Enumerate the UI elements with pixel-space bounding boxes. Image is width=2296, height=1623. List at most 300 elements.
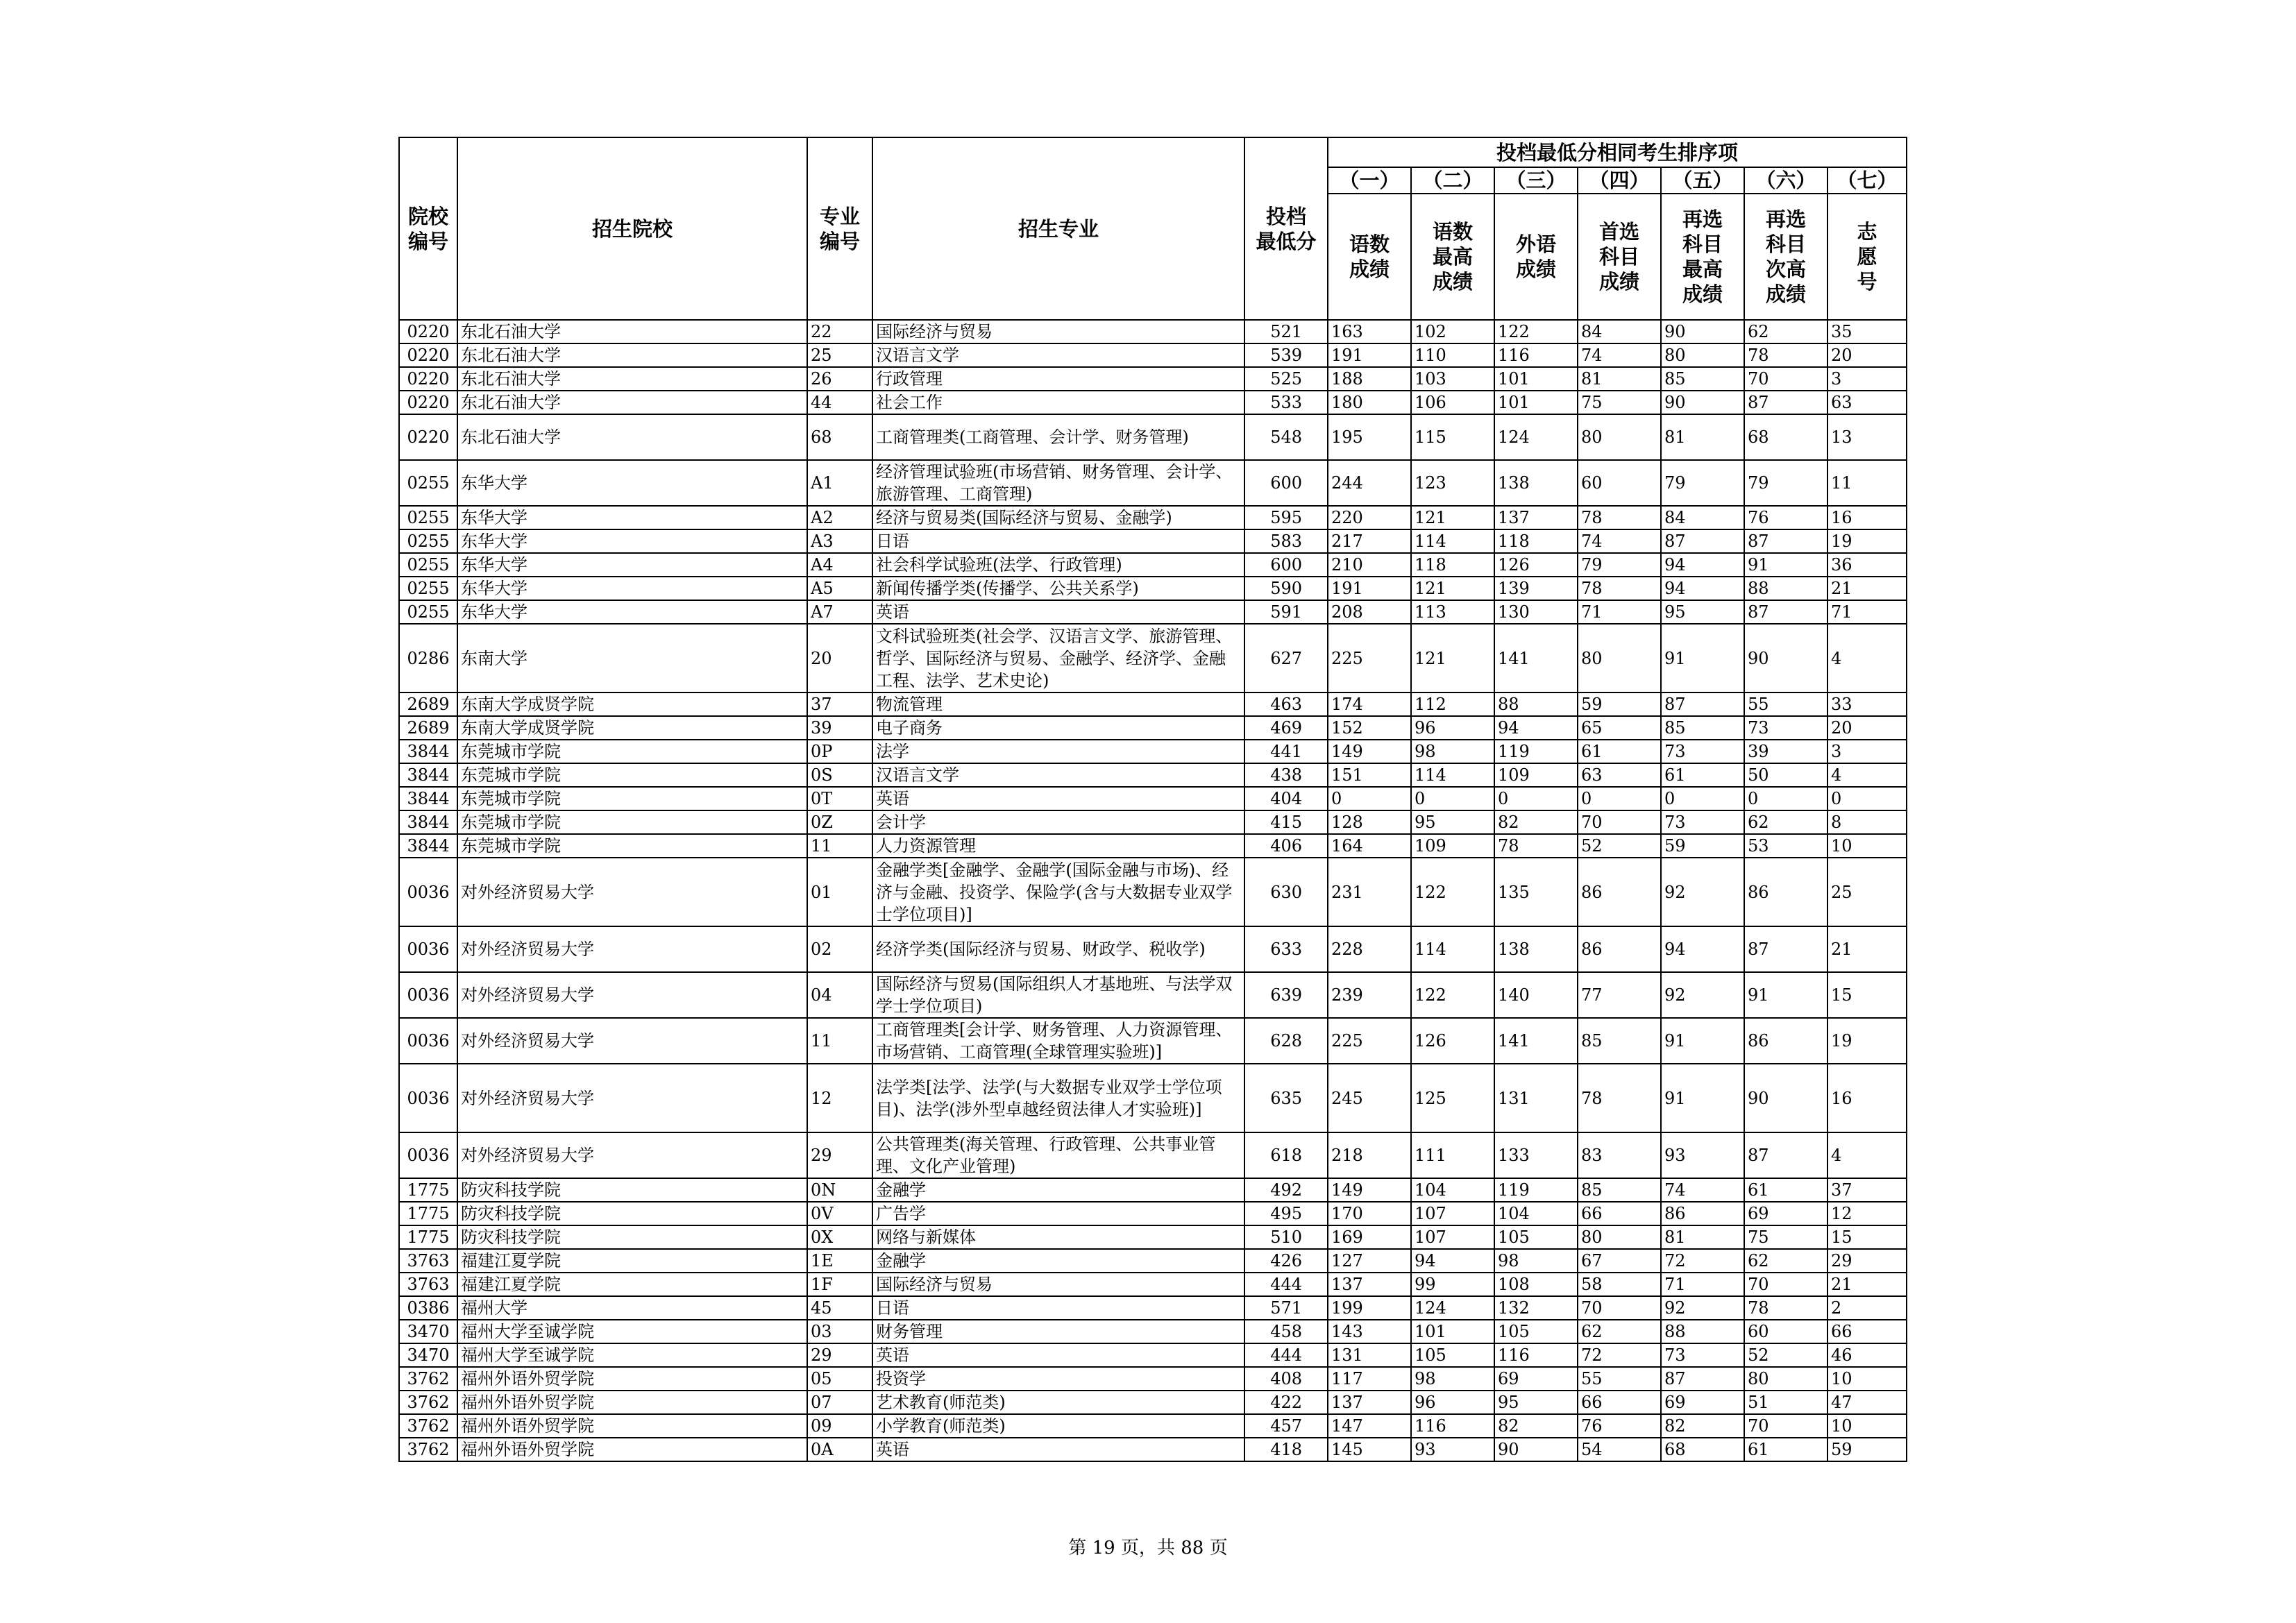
cell-major-code: 0S <box>807 763 872 787</box>
table-row <box>399 1202 1907 1225</box>
cell-tie-value: 121 <box>1411 577 1494 600</box>
cell-school-code: 0036 <box>399 1064 457 1132</box>
cell-major: 社会工作 <box>872 391 1244 414</box>
cell-tie-value: 79 <box>1661 460 1744 506</box>
cell-major-code: 12 <box>807 1064 872 1132</box>
cell-tie-value: 70 <box>1744 1273 1827 1296</box>
cell-major: 投资学 <box>872 1367 1244 1391</box>
cell-tie-value: 84 <box>1661 506 1744 529</box>
table-row <box>399 506 1907 529</box>
cell-school: 东华大学 <box>457 600 807 624</box>
cell-tie-value: 19 <box>1827 1018 1907 1064</box>
cell-tie-value: 78 <box>1744 1296 1827 1320</box>
cell-school: 防灾科技学院 <box>457 1225 807 1249</box>
cell-tie-value: 74 <box>1661 1178 1744 1202</box>
cell-tie-value: 199 <box>1328 1296 1411 1320</box>
cell-tie-value: 25 <box>1827 858 1907 926</box>
cell-major-code: 0N <box>807 1178 872 1202</box>
cell-school: 对外经济贸易大学 <box>457 972 807 1018</box>
table-row <box>399 529 1907 553</box>
cell-min-score: 627 <box>1244 624 1328 692</box>
cell-school-code: 3762 <box>399 1414 457 1438</box>
cell-tie-value: 122 <box>1411 972 1494 1018</box>
cell-tie-value: 78 <box>1578 577 1661 600</box>
cell-tie-value: 122 <box>1411 858 1494 926</box>
cell-tie-value: 191 <box>1328 577 1411 600</box>
table-row <box>399 926 1907 972</box>
cell-tie-value: 95 <box>1494 1391 1578 1414</box>
cell-school: 防灾科技学院 <box>457 1202 807 1225</box>
cell-major: 人力资源管理 <box>872 834 1244 858</box>
cell-min-score: 595 <box>1244 506 1328 529</box>
cell-tie-value: 78 <box>1494 834 1578 858</box>
cell-min-score: 525 <box>1244 367 1328 391</box>
cell-school: 福州大学至诚学院 <box>457 1320 807 1343</box>
cell-tie-value: 80 <box>1661 343 1744 367</box>
cell-tie-value: 90 <box>1494 1438 1578 1461</box>
cell-tie-value: 115 <box>1411 414 1494 460</box>
cell-tie-value: 137 <box>1328 1391 1411 1414</box>
cell-major-code: 04 <box>807 972 872 1018</box>
cell-min-score: 422 <box>1244 1391 1328 1414</box>
cell-school: 福州外语外贸学院 <box>457 1438 807 1461</box>
cell-major: 艺术教育(师范类) <box>872 1391 1244 1414</box>
cell-major-code: 11 <box>807 834 872 858</box>
cell-school: 东莞城市学院 <box>457 787 807 810</box>
cell-tie-value: 210 <box>1328 553 1411 577</box>
cell-major-code: 45 <box>807 1296 872 1320</box>
cell-major: 行政管理 <box>872 367 1244 391</box>
cell-school-code: 0220 <box>399 367 457 391</box>
cell-tie-value: 87 <box>1744 600 1827 624</box>
table-row <box>399 1414 1907 1438</box>
cell-school: 对外经济贸易大学 <box>457 926 807 972</box>
cell-school: 东南大学 <box>457 624 807 692</box>
table-row <box>399 367 1907 391</box>
cell-major: 国际经济与贸易 <box>872 1273 1244 1296</box>
table-row <box>399 577 1907 600</box>
cell-tie-value: 0 <box>1827 787 1907 810</box>
cell-major: 金融学 <box>872 1178 1244 1202</box>
cell-school-code: 3762 <box>399 1438 457 1461</box>
header-tie-label: 志 愿 号 <box>1827 194 1907 320</box>
cell-min-score: 548 <box>1244 414 1328 460</box>
header-major: 招生专业 <box>872 137 1244 320</box>
cell-major-code: 0T <box>807 787 872 810</box>
table-row <box>399 1018 1907 1064</box>
cell-major-code: 11 <box>807 1018 872 1064</box>
cell-major-code: 25 <box>807 343 872 367</box>
cell-tie-value: 94 <box>1411 1249 1494 1273</box>
cell-tie-value: 78 <box>1744 343 1827 367</box>
cell-tie-value: 208 <box>1328 600 1411 624</box>
cell-tie-value: 71 <box>1578 600 1661 624</box>
cell-tie-value: 174 <box>1328 692 1411 716</box>
cell-tie-value: 0 <box>1578 787 1661 810</box>
cell-major-code: 37 <box>807 692 872 716</box>
cell-tie-value: 107 <box>1411 1202 1494 1225</box>
cell-tie-value: 244 <box>1328 460 1411 506</box>
cell-major: 法学 <box>872 740 1244 763</box>
cell-school: 东北石油大学 <box>457 391 807 414</box>
cell-tie-value: 39 <box>1744 740 1827 763</box>
cell-major-code: 39 <box>807 716 872 740</box>
cell-tie-value: 55 <box>1578 1367 1661 1391</box>
table-row <box>399 740 1907 763</box>
cell-school: 福建江夏学院 <box>457 1273 807 1296</box>
cell-tie-value: 245 <box>1328 1064 1411 1132</box>
cell-school-code: 0220 <box>399 391 457 414</box>
cell-tie-value: 10 <box>1827 1414 1907 1438</box>
cell-major: 国际经济与贸易 <box>872 320 1244 343</box>
cell-tie-value: 98 <box>1411 740 1494 763</box>
cell-tie-value: 108 <box>1494 1273 1578 1296</box>
cell-tie-value: 10 <box>1827 834 1907 858</box>
cell-tie-value: 239 <box>1328 972 1411 1018</box>
cell-min-score: 457 <box>1244 1414 1328 1438</box>
cell-tie-value: 47 <box>1827 1391 1907 1414</box>
cell-tie-value: 77 <box>1578 972 1661 1018</box>
cell-tie-value: 105 <box>1494 1320 1578 1343</box>
cell-tie-value: 164 <box>1328 834 1411 858</box>
cell-school: 对外经济贸易大学 <box>457 1132 807 1178</box>
cell-major-code: 02 <box>807 926 872 972</box>
cell-major-code: 1E <box>807 1249 872 1273</box>
cell-major: 汉语言文学 <box>872 763 1244 787</box>
cell-tie-value: 60 <box>1744 1320 1827 1343</box>
cell-tie-value: 96 <box>1411 1391 1494 1414</box>
cell-school: 福州外语外贸学院 <box>457 1391 807 1414</box>
cell-school: 福建江夏学院 <box>457 1249 807 1273</box>
cell-tie-value: 12 <box>1827 1202 1907 1225</box>
cell-major: 小学教育(师范类) <box>872 1414 1244 1438</box>
cell-tie-value: 217 <box>1328 529 1411 553</box>
cell-school: 防灾科技学院 <box>457 1178 807 1202</box>
cell-tie-value: 139 <box>1494 577 1578 600</box>
cell-tie-value: 74 <box>1578 343 1661 367</box>
cell-min-score: 633 <box>1244 926 1328 972</box>
header-school-code: 院校 编号 <box>399 137 457 320</box>
cell-school-code: 3470 <box>399 1320 457 1343</box>
cell-tie-value: 68 <box>1744 414 1827 460</box>
cell-school-code: 3844 <box>399 834 457 858</box>
cell-school: 东北石油大学 <box>457 414 807 460</box>
cell-min-score: 406 <box>1244 834 1328 858</box>
cell-tie-value: 88 <box>1494 692 1578 716</box>
cell-school: 东莞城市学院 <box>457 810 807 834</box>
cell-school-code: 2689 <box>399 716 457 740</box>
cell-major-code: A1 <box>807 460 872 506</box>
cell-major-code: 29 <box>807 1343 872 1367</box>
cell-tie-value: 87 <box>1661 692 1744 716</box>
cell-tie-value: 69 <box>1494 1367 1578 1391</box>
cell-tie-value: 0 <box>1411 787 1494 810</box>
cell-min-score: 408 <box>1244 1367 1328 1391</box>
cell-major-code: 0X <box>807 1225 872 1249</box>
table-row <box>399 1320 1907 1343</box>
cell-school: 东华大学 <box>457 577 807 600</box>
cell-tie-value: 72 <box>1661 1249 1744 1273</box>
table-header <box>399 137 1907 320</box>
cell-school-code: 0255 <box>399 553 457 577</box>
table-row <box>399 1178 1907 1202</box>
cell-major: 文科试验班类(社会学、汉语言文学、旅游管理、哲学、国际经济与贸易、金融学、经济学、金融工程、法学、艺术史论) <box>872 624 1244 692</box>
header-tie-label: 再选 科目 最高 成绩 <box>1661 194 1744 320</box>
cell-tie-value: 73 <box>1661 810 1744 834</box>
cell-tie-value: 76 <box>1578 1414 1661 1438</box>
cell-school: 东南大学成贤学院 <box>457 692 807 716</box>
cell-tie-value: 62 <box>1744 320 1827 343</box>
cell-major: 金融学类[金融学、金融学(国际金融与市场)、经济与金融、投资学、保险学(含与大数据专业双学士学位项目)] <box>872 858 1244 926</box>
cell-tie-value: 87 <box>1744 1132 1827 1178</box>
cell-major-code: A7 <box>807 600 872 624</box>
cell-tie-value: 0 <box>1494 787 1578 810</box>
cell-major-code: 0A <box>807 1438 872 1461</box>
cell-school: 东华大学 <box>457 553 807 577</box>
cell-tie-value: 231 <box>1328 858 1411 926</box>
cell-tie-value: 85 <box>1661 367 1744 391</box>
cell-major-code: 26 <box>807 367 872 391</box>
cell-tie-value: 141 <box>1494 624 1578 692</box>
table-row <box>399 624 1907 692</box>
table-row <box>399 972 1907 1018</box>
cell-min-score: 404 <box>1244 787 1328 810</box>
cell-tie-value: 143 <box>1328 1320 1411 1343</box>
table-row <box>399 391 1907 414</box>
cell-school-code: 3762 <box>399 1367 457 1391</box>
cell-min-score: 444 <box>1244 1273 1328 1296</box>
cell-min-score: 458 <box>1244 1320 1328 1343</box>
cell-tie-value: 102 <box>1411 320 1494 343</box>
cell-tie-value: 33 <box>1827 692 1907 716</box>
cell-major-code: 0Z <box>807 810 872 834</box>
table-row <box>399 1225 1907 1249</box>
cell-tie-value: 114 <box>1411 529 1494 553</box>
cell-min-score: 591 <box>1244 600 1328 624</box>
cell-tie-value: 94 <box>1661 926 1744 972</box>
cell-major: 金融学 <box>872 1249 1244 1273</box>
cell-tie-value: 53 <box>1744 834 1827 858</box>
cell-tie-value: 59 <box>1578 692 1661 716</box>
cell-tie-value: 70 <box>1744 367 1827 391</box>
cell-major: 工商管理类[会计学、财务管理、人力资源管理、市场营销、工商管理(全球管理实验班)] <box>872 1018 1244 1064</box>
cell-tie-value: 126 <box>1411 1018 1494 1064</box>
cell-tie-value: 88 <box>1744 577 1827 600</box>
cell-school-code: 3763 <box>399 1249 457 1273</box>
cell-tie-value: 105 <box>1411 1343 1494 1367</box>
cell-tie-value: 137 <box>1494 506 1578 529</box>
cell-tie-value: 138 <box>1494 460 1578 506</box>
cell-major-code: 68 <box>807 414 872 460</box>
cell-tie-value: 94 <box>1494 716 1578 740</box>
cell-tie-value: 61 <box>1661 763 1744 787</box>
cell-tie-value: 90 <box>1661 320 1744 343</box>
table-row <box>399 1367 1907 1391</box>
cell-tie-value: 75 <box>1744 1225 1827 1249</box>
cell-major: 汉语言文学 <box>872 343 1244 367</box>
cell-school: 东南大学成贤学院 <box>457 716 807 740</box>
cell-tie-value: 101 <box>1494 367 1578 391</box>
cell-tie-value: 112 <box>1411 692 1494 716</box>
cell-min-score: 590 <box>1244 577 1328 600</box>
cell-tie-value: 73 <box>1744 716 1827 740</box>
cell-school-code: 0255 <box>399 577 457 600</box>
cell-school-code: 1775 <box>399 1202 457 1225</box>
cell-tie-value: 110 <box>1411 343 1494 367</box>
cell-school: 福州外语外贸学院 <box>457 1414 807 1438</box>
cell-tie-value: 84 <box>1578 320 1661 343</box>
header-tie-number: （五） <box>1661 167 1744 194</box>
cell-tie-value: 91 <box>1661 1018 1744 1064</box>
cell-tie-value: 20 <box>1827 343 1907 367</box>
cell-tie-value: 78 <box>1578 1064 1661 1132</box>
cell-tie-value: 116 <box>1494 1343 1578 1367</box>
cell-school-code: 0036 <box>399 858 457 926</box>
cell-tie-value: 85 <box>1578 1178 1661 1202</box>
cell-tie-value: 63 <box>1827 391 1907 414</box>
cell-tie-value: 19 <box>1827 529 1907 553</box>
cell-tie-value: 91 <box>1661 624 1744 692</box>
table-row <box>399 1132 1907 1178</box>
cell-school-code: 1775 <box>399 1178 457 1202</box>
cell-school-code: 0255 <box>399 529 457 553</box>
cell-major: 法学类[法学、法学(与大数据专业双学士学位项目)、法学(涉外型卓越经贸法律人才实验班)] <box>872 1064 1244 1132</box>
cell-tie-value: 82 <box>1494 1414 1578 1438</box>
cell-tie-value: 71 <box>1661 1273 1744 1296</box>
table-row <box>399 343 1907 367</box>
cell-tie-value: 90 <box>1744 1064 1827 1132</box>
cell-major: 英语 <box>872 787 1244 810</box>
table-row <box>399 1064 1907 1132</box>
cell-school: 福州大学 <box>457 1296 807 1320</box>
cell-tie-value: 72 <box>1578 1343 1661 1367</box>
cell-tie-value: 82 <box>1661 1414 1744 1438</box>
table-row <box>399 810 1907 834</box>
cell-tie-value: 128 <box>1328 810 1411 834</box>
cell-school-code: 0255 <box>399 460 457 506</box>
header-school: 招生院校 <box>457 137 807 320</box>
cell-major: 工商管理类(工商管理、会计学、财务管理) <box>872 414 1244 460</box>
table-row <box>399 692 1907 716</box>
cell-tie-value: 114 <box>1411 763 1494 787</box>
cell-tie-value: 90 <box>1744 624 1827 692</box>
cell-major-code: A3 <box>807 529 872 553</box>
cell-min-score: 495 <box>1244 1202 1328 1225</box>
cell-tie-value: 149 <box>1328 1178 1411 1202</box>
cell-tie-value: 140 <box>1494 972 1578 1018</box>
cell-tie-value: 122 <box>1494 320 1578 343</box>
cell-tie-value: 220 <box>1328 506 1411 529</box>
cell-tie-value: 180 <box>1328 391 1411 414</box>
cell-tie-value: 3 <box>1827 740 1907 763</box>
cell-tie-value: 152 <box>1328 716 1411 740</box>
cell-school: 对外经济贸易大学 <box>457 1018 807 1064</box>
table-row <box>399 1273 1907 1296</box>
cell-tie-value: 21 <box>1827 926 1907 972</box>
cell-school-code: 0036 <box>399 926 457 972</box>
cell-tie-value: 16 <box>1827 1064 1907 1132</box>
cell-tie-value: 91 <box>1661 1064 1744 1132</box>
cell-tie-value: 126 <box>1494 553 1578 577</box>
cell-tie-value: 109 <box>1411 834 1494 858</box>
cell-min-score: 438 <box>1244 763 1328 787</box>
cell-min-score: 441 <box>1244 740 1328 763</box>
cell-tie-value: 76 <box>1744 506 1827 529</box>
cell-tie-value: 50 <box>1744 763 1827 787</box>
cell-school: 东莞城市学院 <box>457 740 807 763</box>
cell-tie-value: 60 <box>1578 460 1661 506</box>
cell-tie-value: 52 <box>1578 834 1661 858</box>
cell-tie-value: 225 <box>1328 1018 1411 1064</box>
cell-school-code: 0255 <box>399 506 457 529</box>
header-tie-label: 外语 成绩 <box>1494 194 1578 320</box>
cell-tie-value: 131 <box>1494 1064 1578 1132</box>
cell-tie-value: 113 <box>1411 600 1494 624</box>
cell-min-score: 618 <box>1244 1132 1328 1178</box>
cell-tie-value: 85 <box>1661 716 1744 740</box>
cell-tie-value: 80 <box>1744 1367 1827 1391</box>
cell-tie-value: 52 <box>1744 1343 1827 1367</box>
cell-tie-value: 73 <box>1661 1343 1744 1367</box>
table-row <box>399 460 1907 506</box>
cell-school-code: 0220 <box>399 320 457 343</box>
cell-tie-value: 105 <box>1494 1225 1578 1249</box>
cell-tie-value: 163 <box>1328 320 1411 343</box>
cell-tie-value: 132 <box>1494 1296 1578 1320</box>
header-tie-label: 首选 科目 成绩 <box>1578 194 1661 320</box>
cell-tie-value: 116 <box>1411 1414 1494 1438</box>
cell-tie-value: 170 <box>1328 1202 1411 1225</box>
cell-major-code: 22 <box>807 320 872 343</box>
cell-school: 福州外语外贸学院 <box>457 1367 807 1391</box>
cell-tie-value: 63 <box>1578 763 1661 787</box>
cell-tie-value: 16 <box>1827 506 1907 529</box>
cell-tie-value: 87 <box>1744 926 1827 972</box>
cell-tie-value: 21 <box>1827 577 1907 600</box>
cell-tie-value: 66 <box>1578 1202 1661 1225</box>
cell-tie-value: 74 <box>1578 529 1661 553</box>
cell-tie-value: 80 <box>1578 414 1661 460</box>
cell-tie-value: 78 <box>1578 506 1661 529</box>
cell-tie-value: 117 <box>1328 1367 1411 1391</box>
cell-tie-value: 20 <box>1827 716 1907 740</box>
cell-tie-value: 86 <box>1744 1018 1827 1064</box>
cell-min-score: 463 <box>1244 692 1328 716</box>
cell-major-code: 01 <box>807 858 872 926</box>
cell-tie-value: 3 <box>1827 367 1907 391</box>
cell-tie-value: 90 <box>1661 391 1744 414</box>
cell-tie-value: 73 <box>1661 740 1744 763</box>
cell-major: 英语 <box>872 600 1244 624</box>
cell-major-code: 05 <box>807 1367 872 1391</box>
table-body <box>399 320 1907 1461</box>
cell-major-code: 44 <box>807 391 872 414</box>
cell-tie-value: 86 <box>1744 858 1827 926</box>
cell-tie-value: 130 <box>1494 600 1578 624</box>
cell-tie-value: 66 <box>1827 1320 1907 1343</box>
cell-min-score: 628 <box>1244 1018 1328 1064</box>
table-row <box>399 1343 1907 1367</box>
cell-tie-value: 85 <box>1578 1018 1661 1064</box>
cell-tie-value: 96 <box>1411 716 1494 740</box>
cell-tie-value: 10 <box>1827 1367 1907 1391</box>
header-tie-number: （六） <box>1744 167 1827 194</box>
cell-tie-value: 104 <box>1411 1178 1494 1202</box>
cell-tie-value: 121 <box>1411 506 1494 529</box>
cell-major-code: 09 <box>807 1414 872 1438</box>
cell-min-score: 492 <box>1244 1178 1328 1202</box>
cell-tie-value: 137 <box>1328 1273 1411 1296</box>
